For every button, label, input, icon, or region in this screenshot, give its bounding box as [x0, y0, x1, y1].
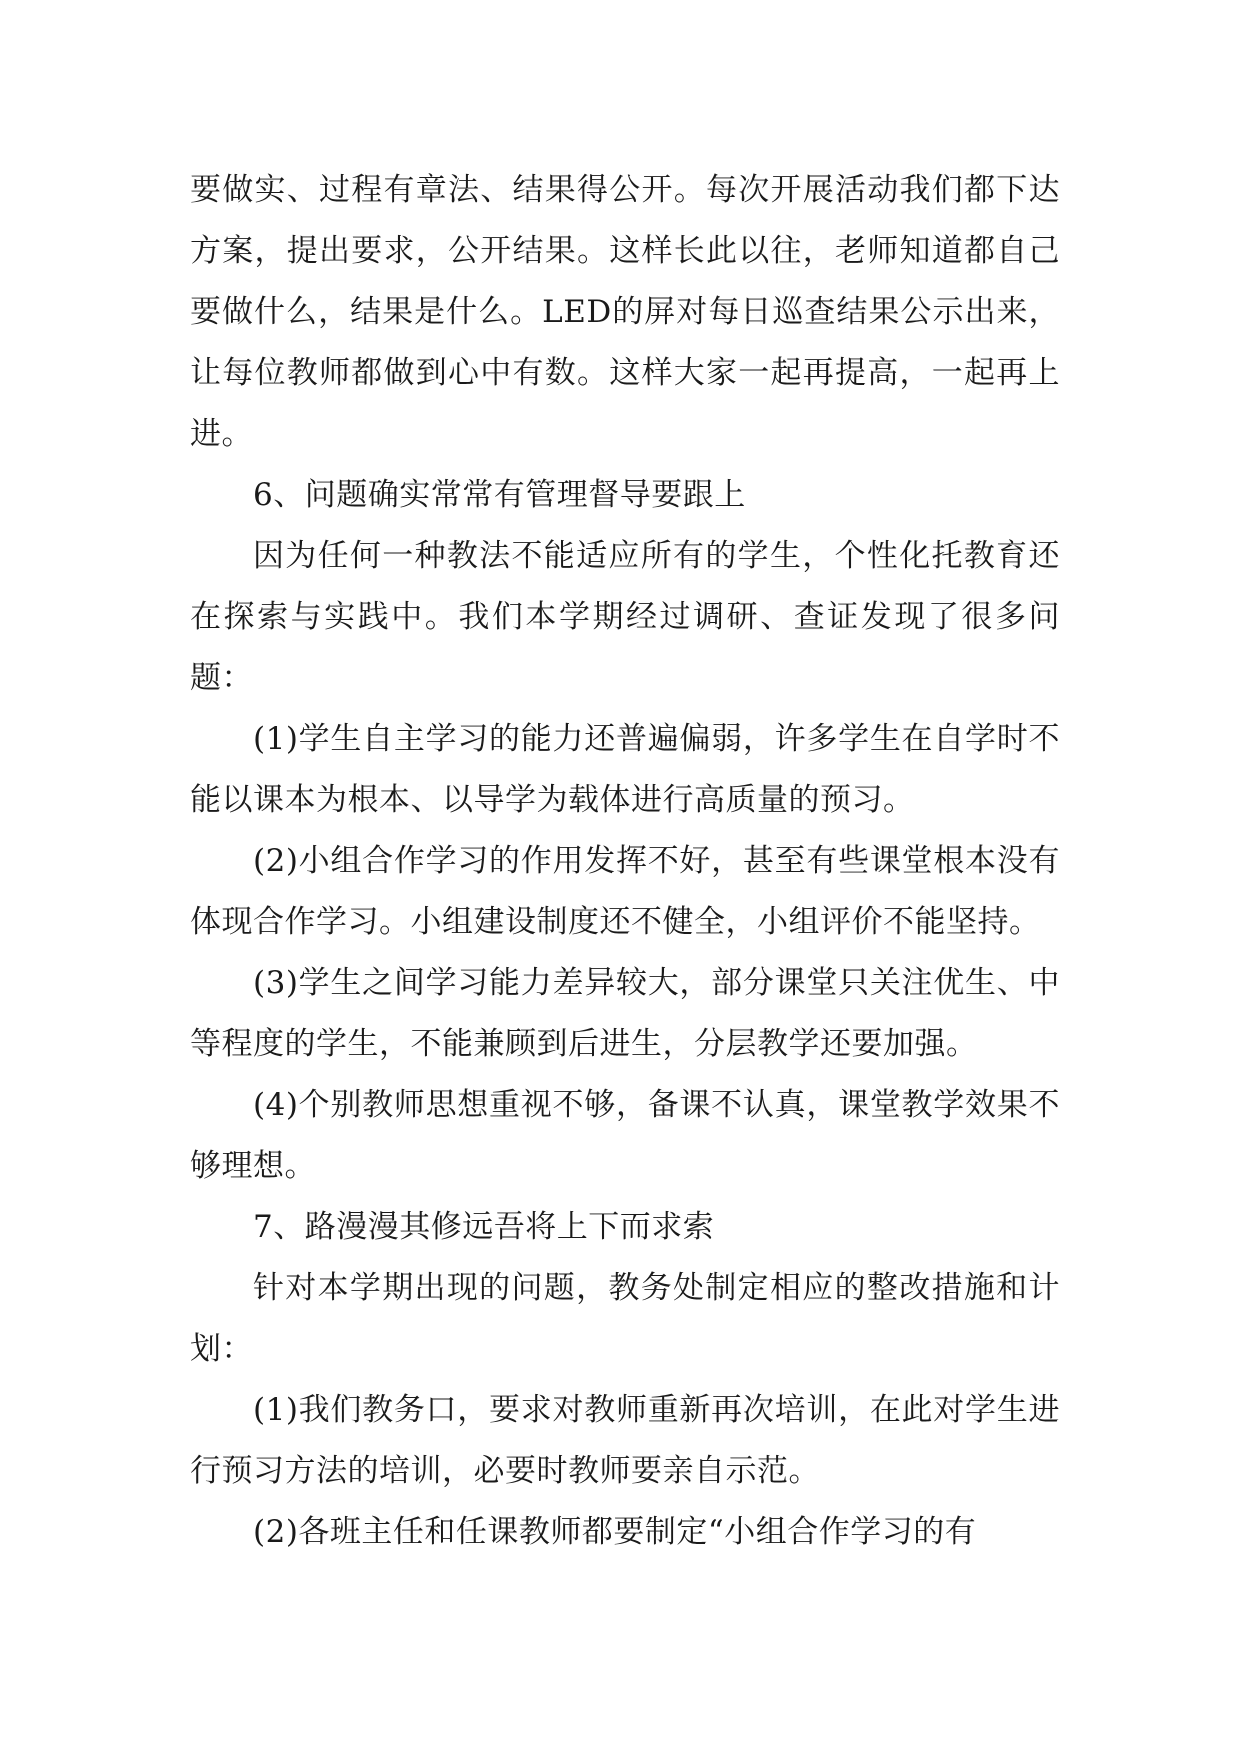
section-heading-6: 6、问题确实常常有管理督导要跟上 — [253, 477, 746, 513]
measure-item-1: (1)我们教务口，要求对教师重新再次培训，在此对学生进行预习方法的培训，必要时教师要亲自示范。 — [190, 1392, 1060, 1489]
problem-item-1: (1)学生自主学习的能力还普遍偏弱，许多学生在自学时不能以课本为根本、以导学为载体进行高质量的预习。 — [190, 721, 1060, 818]
measure-item-2: (2)各班主任和任课教师都要制定“小组合作学习的有 — [253, 1514, 977, 1550]
problem-item-3: (3)学生之间学习能力差异较大，部分课堂只关注优生、中等程度的学生，不能兼顾到后进生，分层教学还要加强。 — [190, 965, 1060, 1062]
paragraph-2: 因为任何一种教法不能适应所有的学生，个性化托教育还在探索与实践中。我们本学期经过调研、查证发现了很多问题： — [190, 538, 1060, 696]
paragraph-3: 针对本学期出现的问题，教务处制定相应的整改措施和计划： — [190, 1270, 1060, 1367]
section-heading-7: 7、路漫漫其修远吾将上下而求索 — [253, 1209, 715, 1245]
document-body — [190, 160, 1060, 1563]
problem-item-4: (4)个别教师思想重视不够，备课不认真，课堂教学效果不够理想。 — [190, 1087, 1060, 1184]
problem-item-2: (2)小组合作学习的作用发挥不好，甚至有些课堂根本没有体现合作学习。小组建设制度还不健全，小组评价不能坚持。 — [190, 843, 1060, 940]
paragraph-1: 要做实、过程有章法、结果得公开。每次开展活动我们都下达方案，提出要求，公开结果。这样长此以往，老师知道都自己要做什么，结果是什么。LED的屏对每日巡查结果公示出来，让每位教师都做到心中有数。这样大家一起再提高，一起再上进。 — [190, 172, 1060, 452]
